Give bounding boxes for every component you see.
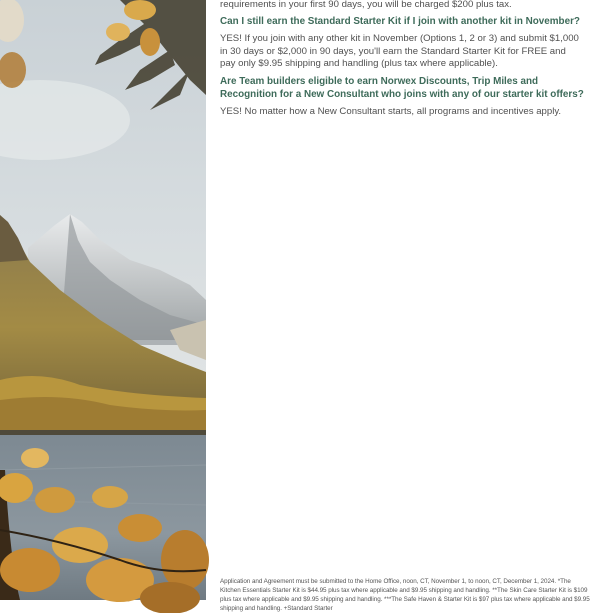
faq-answer-2: YES! No matter how a New Consultant starts, all programs and incentives apply. — [220, 106, 562, 117]
faq-column — [220, 0, 592, 612]
intro-text: requirements in your first 90 days, you will be charged $200 plus tax. — [220, 0, 512, 10]
landscape-photo — [0, 0, 206, 600]
faq-question-2: Are Team builders eligible to earn Norwex Discounts, Trip Miles and Recognition for a New Consultant who joins with any of our starter kit offers? — [220, 76, 584, 100]
faq-answer-1: YES! If you join with any other kit in November (Options 1, 2 or 3) and submit $1,000 in 30 days or $2,000 in 90 days, you'll earn the Standard Starter Kit for FREE and pay only $9.95 shipping and handling (plus tax where applicable). — [220, 33, 579, 70]
mountain-lake-image — [0, 0, 206, 600]
legal-footnote: Application and Agreement must be submitted to the Home Office, noon, CT, November 1, to noon, CT, December 1, 2024. *The Kitchen Essentials Starter Kit is $44.95 plus tax where applicable and $9.95 shipping and handling. **The Skin Care Starter Kit is $109 plus tax where applicable and $9.95 shipping and handling. ***The Safe Haven & Starter Kit is $97 plus tax where applicable and $9.95 shipping and handling. +Standard Starter — [220, 578, 590, 612]
faq-question-1: Can I still earn the Standard Starter Kit if I join with another kit in November? — [220, 16, 580, 27]
